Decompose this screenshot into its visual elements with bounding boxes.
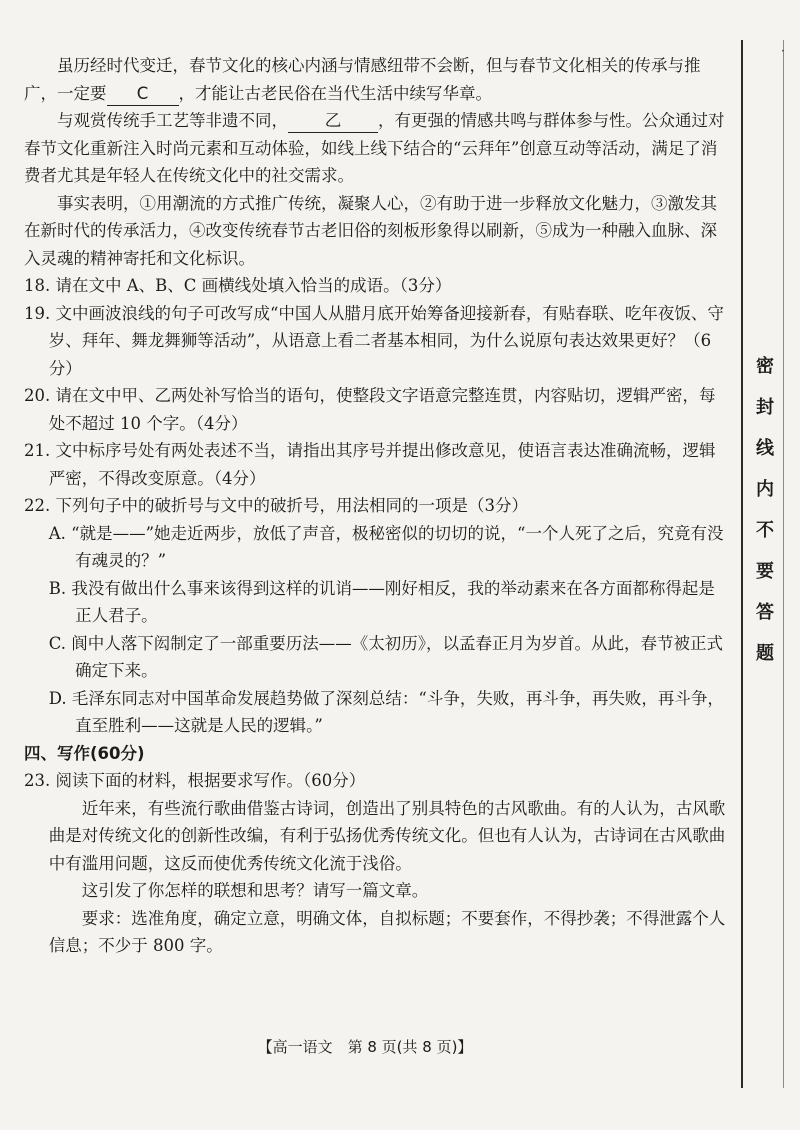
writing-section-title: 四、写作(60分) xyxy=(24,743,145,763)
writing-material: 近年来，有些流行歌曲借鉴古诗词，创造出了别具特色的古风歌曲。有的人认为，古风歌曲是对传统文化的创新性改编，有利于弘扬优秀传统文化。但也有人认为，古诗词在古风歌曲中有滥用问题，这反而使优秀传统文化流于浅俗。 xyxy=(48,798,726,873)
option-a: A. “就是——”她走近两步，放低了声音，极秘密似的切切的说，“一个人死了之后，究竟有没有魂灵的？” xyxy=(48,523,724,570)
seal-char: 密 xyxy=(756,356,774,377)
page-edge-line xyxy=(783,40,784,1088)
seal-char: 答 xyxy=(756,602,774,623)
binding-dots: · xyxy=(781,44,785,58)
seal-char: 不 xyxy=(756,520,774,541)
passage-paragraph-3: 事实表明，①用潮流的方式推广传统，凝聚人心，②有助于进一步释放文化魅力，③激发其在新时代的传承活力，④改变传统春节古老旧俗的刻板形象得以刷新，⑤成为一种融入血脉、深入灵魂的精神寄托和文化标识。 xyxy=(24,193,717,268)
writing-requirements: 要求：选准角度，确定立意，明确文体，自拟标题；不要套作，不得抄袭；不得泄露个人信息；不少于 800 字。 xyxy=(48,908,726,955)
page-content xyxy=(24,52,730,960)
passage-p2-lead: 与观赏传统手工艺等非遗不同， xyxy=(57,111,288,130)
seal-char: 题 xyxy=(756,643,774,664)
question-20: 20. 请在文中甲、乙两处补写恰当的语句，使整段文字语意完整连贯，内容贴切，逻辑严密，每处不超过 10 个字。（4分） xyxy=(24,386,716,433)
seal-char: 封 xyxy=(756,397,774,418)
passage-p1-lead: 虽历经时代变迁，春节文化的核心内涵与情感纽带不会断，但与春节文化相关的传承与推广，一定要 xyxy=(24,56,701,103)
question-19: 19. 文中画波浪线的句子可改写成“中国人从腊月底开始筹备迎接新春，有贴春联、吃年夜饭、守岁、拜年、舞龙舞狮等活动”，从语意上看二者基本相同，为什么说原句表达效果更好？（6分） xyxy=(24,303,724,378)
question-23: 23. 阅读下面的材料，根据要求写作。（60分） xyxy=(24,771,366,790)
seal-notice xyxy=(750,352,780,680)
blank-yi: 乙 xyxy=(288,110,378,133)
question-22: 22. 下列句子中的破折号与文中的破折号，用法相同的一项是（3分） xyxy=(24,496,528,515)
passage-p1-tail: ，才能让古老民俗在当代生活中续写华章。 xyxy=(178,83,492,103)
option-c: C. 阆中人落下闳制定了一部重要历法——《太初历》，以孟春正月为岁首。从此，春节被正式确定下来。 xyxy=(48,633,724,680)
writing-prompt: 这引发了你怎样的联想和思考？请写一篇文章。 xyxy=(81,881,429,900)
question-18: 18. 请在文中 A、B、C 画横线处填入恰当的成语。（3分） xyxy=(24,276,452,295)
question-21: 21. 文中标序号处有两处表述不当，请指出其序号并提出修改意见，使语言表达准确流畅，逻辑严密，不得改变原意。（4分） xyxy=(24,441,716,488)
seal-char: 线 xyxy=(756,438,774,459)
blank-c: C xyxy=(107,83,179,106)
passage-paragraph-1 xyxy=(24,52,730,107)
binding-line xyxy=(741,40,743,1088)
passage-p2-tail: ，有更强的情感共鸣与群体参与性。公众通过对春节文化重新注入时尚元素和互动体验，如线上线下结合的“云拜年”创意互动等活动，满足了消费者尤其是年轻人在传统文化中的社交需求。 xyxy=(24,111,725,185)
option-d: D. 毛泽东同志对中国革命发展趋势做了深刻总结：“斗争，失败，再斗争，再失败，再斗争，直至胜利——这就是人民的逻辑。” xyxy=(48,688,724,735)
page-footer: 【高一语文 第 8 页(共 8 页)】 xyxy=(257,1038,473,1056)
option-b: B. 我没有做出什么事来该得到这样的讥诮——刚好相反，我的举动素来在各方面都称得起是正人君子。 xyxy=(48,578,715,625)
passage-paragraph-2 xyxy=(24,107,730,190)
seal-char: 内 xyxy=(756,479,774,500)
seal-char: 要 xyxy=(756,561,774,582)
